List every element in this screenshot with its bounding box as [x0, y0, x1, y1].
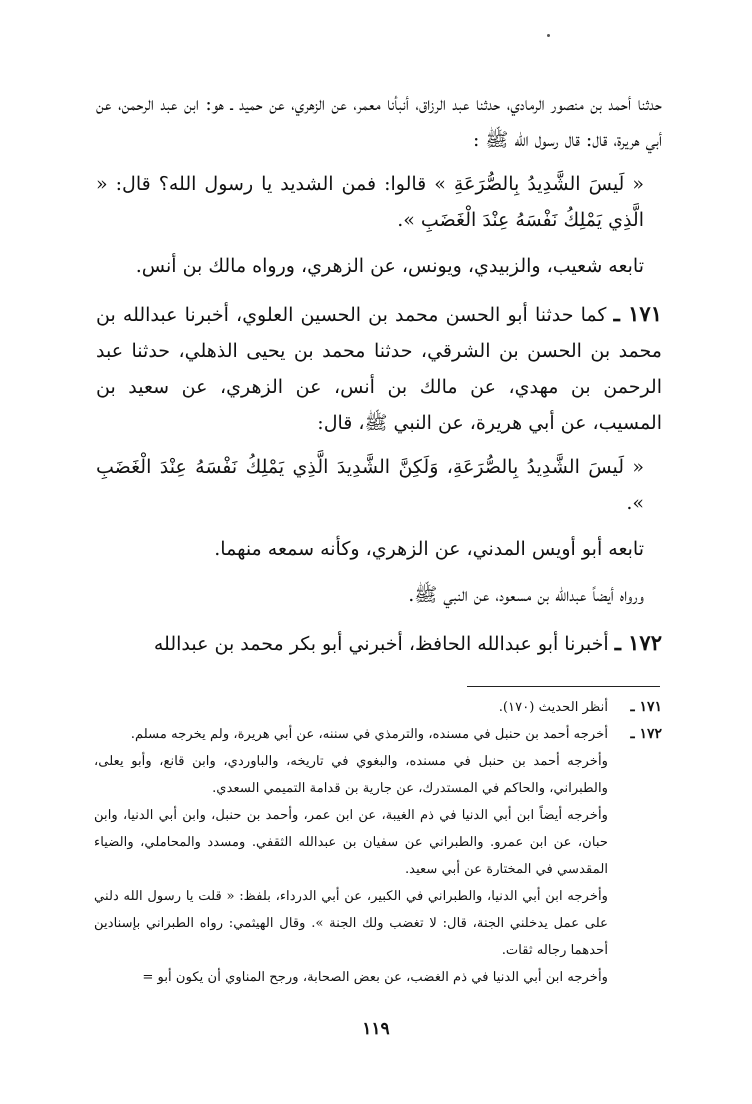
- footnote-line: أنظر الحديث (١٧٠).: [498, 700, 608, 715]
- footnote-number: ١٧١ ـ: [630, 699, 662, 715]
- footnote-body: [94, 721, 608, 991]
- footnotes: [94, 694, 662, 991]
- scan-mark: [547, 34, 550, 37]
- hadith-172-isnad: أخبرنا أبو عبدالله الحافظ، أخبرني أبو بكر محمد بن عبدالله: [153, 633, 609, 655]
- hadith-171-follow-up-a: تابعه أبو أويس المدني، عن الزهري، وكأنه سمعه منهما.: [214, 538, 644, 560]
- footnote-divider: [467, 686, 660, 687]
- hadith-171-matn: « لَيسَ الشَّدِيدُ بِالصُّرَعَةِ، وَلَكِنَّ الشَّدِيدَ الَّذِي يَمْلِكُ نَفْسَهُ عِنْدَ الْغَضَبِ ».: [96, 456, 644, 514]
- hadith-171: [96, 296, 662, 441]
- hadith-171-number: ١٧١ ـ: [613, 301, 662, 326]
- footnote-body: [94, 694, 608, 721]
- page-number: ١١٩: [362, 1019, 390, 1039]
- footnote-line: وأخرجه أيضاً ابن أبي الدنيا في ذم الغيبة، عن ابن عمر، وأحمد بن حنبل، وابن أبي الدنيا، وابن حبان، عن ابن عمرو. والطبراني عن سفيان بن عبدالله الثقفي. ومسدد والمحاملي، والضياء المقدسي في المختارة عن أبي سعيد.: [94, 808, 608, 877]
- hadith-172: [96, 625, 662, 662]
- hadith-170-matn: « لَيسَ الشَّدِيدُ بِالصُّرَعَةِ » قالوا: فمن الشديد يا رسول الله؟ قال: « الَّذِي يَمْلِكُ نَفْسَهُ عِنْدَ الْغَضَبِ ».: [96, 173, 644, 231]
- footnote-number: ١٧٢ ـ: [630, 726, 662, 742]
- footnote-line: وأخرجه ابن أبي الدنيا، والطبراني في الكبير، عن أبي الدرداء، بلفظ: « قلت يا رسول الله دلني على عمل يدخلني الجنة، قال: لا تغضب ولك الجنة ». وقال الهيثمي: رواه الطبراني بإسنادين أحدهما رجاله ثقات.: [94, 889, 608, 958]
- hadith-172-number: ١٧٢ ـ: [614, 630, 662, 655]
- hadith-171-isnad: كما حدثنا أبو الحسن محمد بن الحسين العلوي، أخبرنا عبدالله بن محمد بن الحسن بن الشرقي، حدثنا محمد بن يحيى الذهلي، حدثنا عبد الرحمن بن مهدي، عن مالك بن أنس، عن الزهري، عن سعيد بن المسيب، عن أبي هريرة، عن النبي ﷺ، قال:: [96, 304, 662, 434]
- hadith-170-isnad: حدثنا أحمد بن منصور الرمادي، حدثنا عبد الرزاق، أنبأنا معمر، عن الزهري، عن حميد ـ هو: ابن عبد الرحمن، عن أبي هريرة، قال: قال رسول الله ﷺ :: [96, 93, 662, 151]
- footnote-line: أخرجه أحمد بن حنبل في مسنده، والترمذي في سننه، عن أبي هريرة، ولم يخرجه مسلم.: [130, 727, 608, 742]
- footnote-line: وأخرجه أحمد بن حنبل في مسنده، والبغوي في تاريخه، والباوردي، وابن قانع، وأبو يعلى، والطبراني، والحاكم في المستدرك، عن جارية بن قدامة التميمي السعدي.: [94, 754, 608, 796]
- footnote-171: [94, 694, 662, 721]
- hadith-171-follow-up-b: ورواه أيضاً عبدالله بن مسعود، عن النبي ﷺ.: [408, 584, 644, 606]
- hadith-170-follow-up: تابعه شعيب، والزبيدي، ويونس، عن الزهري، ورواه مالك بن أنس.: [135, 255, 644, 277]
- footnote-172: [94, 721, 662, 991]
- footnote-line: وأخرجه ابن أبي الدنيا في ذم الغضب، عن بعض الصحابة، ورجح المناوي أن يكون أبو =: [142, 970, 608, 985]
- main-text: [96, 86, 662, 662]
